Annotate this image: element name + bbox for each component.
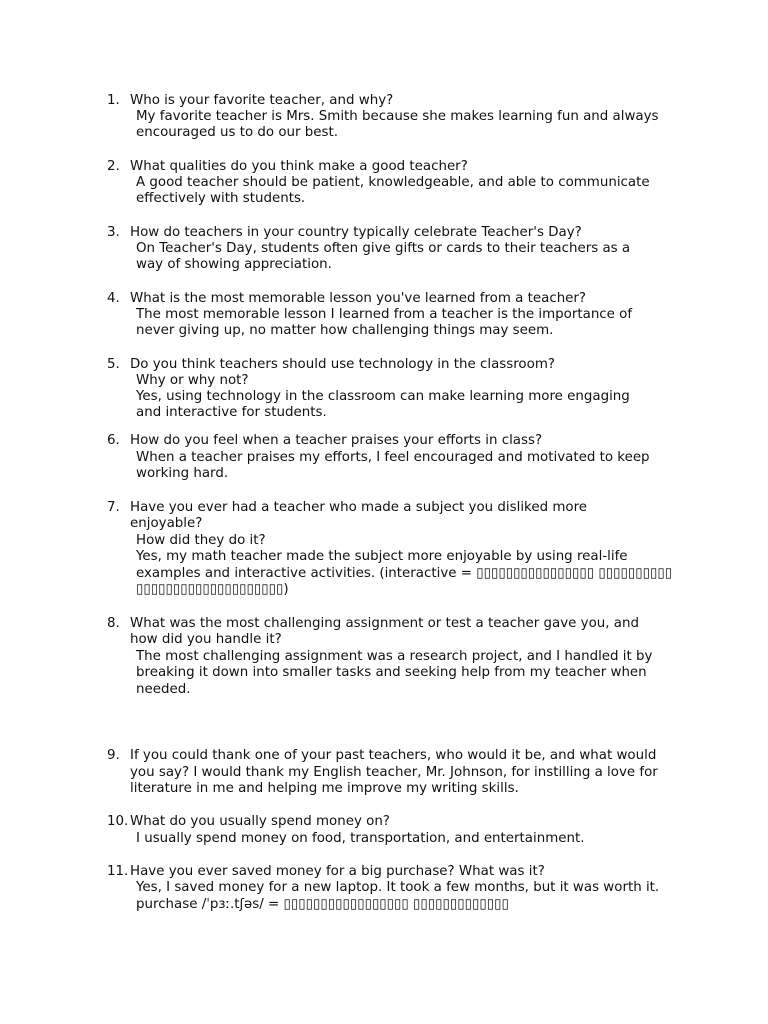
answer-text: examples and interactive activities. (interactive = ▯▯▯▯▯▯▯▯▯▯▯▯▯▯▯▯ ▯▯▯▯▯▯▯▯▯▯ <box>136 566 673 581</box>
item-number: 9. <box>107 748 120 763</box>
answer-text: Why or why not? <box>136 373 249 388</box>
question-text: How do you feel when a teacher praises your efforts in class? <box>130 433 543 448</box>
question-text: literature in me and helping me improve my writing skills. <box>130 781 519 796</box>
question-text: Have you ever had a teacher who made a subject you disliked more <box>130 500 588 515</box>
question-text: you say? I would thank my English teacher, Mr. Johnson, for instilling a love for <box>130 765 658 780</box>
item-number: 7. <box>107 500 120 515</box>
answer-text: I usually spend money on food, transportation, and entertainment. <box>136 831 585 846</box>
item-number: 3. <box>107 225 120 240</box>
answer-text: way of showing appreciation. <box>136 257 332 272</box>
item-number: 5. <box>107 357 120 372</box>
item-number: 2. <box>107 159 120 174</box>
item-number: 10. <box>107 814 129 829</box>
question-text: How do teachers in your country typically celebrate Teacher's Day? <box>130 225 582 240</box>
question-text: What do you usually spend money on? <box>130 814 390 829</box>
answer-text: ▯▯▯▯▯▯▯▯▯▯▯▯▯▯▯▯▯▯▯▯) <box>136 582 289 597</box>
item-number: 8. <box>107 616 120 631</box>
question-text: What was the most challenging assignment or test a teacher gave you, and <box>130 616 639 631</box>
answer-text: encouraged us to do our best. <box>136 125 339 140</box>
question-text: What is the most memorable lesson you've learned from a teacher? <box>130 291 587 306</box>
question-text: how did you handle it? <box>130 632 282 647</box>
answer-text: never giving up, no matter how challenging things may seem. <box>136 323 554 338</box>
answer-text: A good teacher should be patient, knowledgeable, and able to communicate <box>136 175 650 190</box>
answer-text: My favorite teacher is Mrs. Smith because she makes learning fun and always <box>136 109 659 124</box>
item-number: 6. <box>107 433 120 448</box>
answer-text: How did they do it? <box>136 533 266 548</box>
answer-text: Yes, using technology in the classroom can make learning more engaging <box>136 389 630 404</box>
answer-text: The most memorable lesson I learned from a teacher is the importance of <box>136 307 633 322</box>
question-text: Have you ever saved money for a big purchase? What was it? <box>130 864 545 879</box>
question-text: What qualities do you think make a good teacher? <box>130 159 468 174</box>
answer-text: The most challenging assignment was a research project, and I handled it by <box>136 649 653 664</box>
answer-text: working hard. <box>136 466 229 481</box>
question-text: Who is your favorite teacher, and why? <box>130 93 394 108</box>
answer-text: When a teacher praises my efforts, I feel encouraged and motivated to keep <box>136 450 650 465</box>
question-text: enjoyable? <box>130 516 203 531</box>
answer-text: purchase /ˈpɜː.tʃəs/ = ▯▯▯▯▯▯▯▯▯▯▯▯▯▯▯▯▯ ▯▯▯▯▯▯▯▯▯▯▯▯▯ <box>136 897 509 912</box>
item-number: 4. <box>107 291 120 306</box>
answer-text: and interactive for students. <box>136 405 327 420</box>
answer-text: Yes, I saved money for a new laptop. It took a few months, but it was worth it. <box>136 880 660 895</box>
question-text: Do you think teachers should use technology in the classroom? <box>130 357 555 372</box>
answer-text: Yes, my math teacher made the subject more enjoyable by using real-life <box>136 549 628 564</box>
item-number: 11. <box>107 864 129 879</box>
answer-text: effectively with students. <box>136 191 306 206</box>
question-text: If you could thank one of your past teachers, who would it be, and what would <box>130 748 657 763</box>
item-number: 1. <box>107 93 120 108</box>
answer-text: breaking it down into smaller tasks and seeking help from my teacher when <box>136 665 647 680</box>
answer-text: On Teacher's Day, students often give gifts or cards to their teachers as a <box>136 241 631 256</box>
answer-text: needed. <box>136 682 191 697</box>
